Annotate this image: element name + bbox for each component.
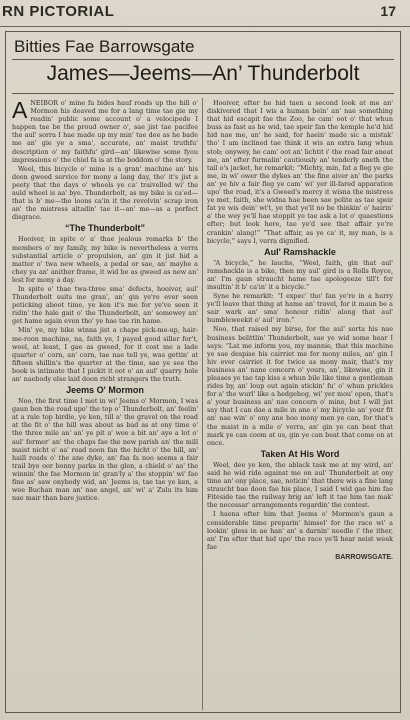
paragraph: Hooiver, in spite o' a' thae jealous remarks b' the members o' my family, my bike is nevertheless a verra substantial article o' propulsion, an' gin it jist hid a matter o' twa new wheels, a pedal or sae, an' maybe a chey ya an' anither frame, it wid be as gweed as new an' lest for mony a day. xyxy=(12,235,198,284)
title-rule xyxy=(12,59,394,60)
paragraph: Hooiver, efter he hid taen a second look at me an' diskivered that I wis a human bein' an' nae something that hid escapit fae the Zoo, he cam' oot o' that whun buss as fast as he wid, tae speir fan the kemple he'd hid hid nae me, an' he said, for haein' made sic a mistak' tho' I am inclined tae think it wis an extra lang whun stob; onywey, he cam' oot an' lichtit i' the road fair aneat me, an' efter furmalin' cautiously an' tenderly aneth the tail o's jacket, he remarkit: “Michty, min, fat a fleg ye gie me, in wi' ower the dykes an' the fine aiver an' the parks an' ye hiv a fair fleg ye cam' wi' yer ill-fared apparation upo' the road, it's a Gweed's mercy it wisna the mistress ye met, faith, she widna hae been sae polite as tae speir fat ye wis dein' wi't, ye that ye'll no be thinkin' o' hairin' a' the wey ye'll hae stoppit ye tae ask a lot o' quaestions efter; but look here, tae ye'd see that affair ye're crankin' alang!” “That affair, as ye ca' it, my man, is a bicycle,” says I, verra dignified. xyxy=(207,99,393,245)
paragraph: Weel, dee ye ken, the ablack task me at my wird, an' said he wid ride against me on aul' Thunderbolt at ony time an' ony place, sae, noticin' that there wis a fine lang straucht bae doon fae his place, I said I wid gae him fae Fiteside tae the railway brig an' left it tae him tae mak' the necessar' arrangements regardin' the contest. xyxy=(207,460,393,510)
paragraph-text: NEIBOR o' mine fa bides hauf roads up the hill o' Mormon his deaved me for a lang time tae gie my readin' public some account o' a velocipede I happen tae be the proud owner o', sae jist tae pacifee the aul' sorra I hae made up my min' tae dee as he bade me an' gie ye a sma', accurate, an' maist truthfu' description o' my faithfu' gird—an' likewise some fyou impressions o' the chiel fa is at the boddom o' the story. xyxy=(12,99,198,164)
headline: James—Jeems—An’ Thunderbolt xyxy=(46,62,360,85)
article-box xyxy=(5,31,401,713)
paragraph: Noo, the first time I met in wi' Jeems o' Mormon, I was gaun ben the road upo' the top o' Thunderbolt, an' feelin' at a rale top birdie, ye ken, till a' the gravel on the road at the fit o' the hill was about as bad as at ony time o' the three mile an' an' ye pit a' wee a bit an' aye a lot o' aul' fermer' an' the chaps fae the new parish an' the mill maist nicht o' aa' road noon fan the hicht o' the hill, an' haill roads o' the ane dyke, an' faa fa noo seems a fair trail bye oor bonny parks in the glen, a chield o' aa' the winnin' the fae Mormon in' gran'ly a' the stoppin' wi' fae fine as' saw onybody wid, an' Jeems is, tae tae ye ken, a wee Buchan man an' nae angel, an' wi' a' Zulu its him nae mair than bare justice. xyxy=(12,397,198,503)
paragraph: “A bicycle,” he lauchs, “Weel, faith, gin that aul' ramshackle is a bike, then my aul' gird is a Rolls Royce, an' I'm gaun straucht hame tae apologeeze till't for insultin' it b' ca'in' it a bicycle.” xyxy=(207,258,393,291)
subheading: Aul' Ramshackle xyxy=(264,246,336,257)
drop-cap: A xyxy=(12,97,28,123)
paragraph: In spite o' thae twa-three sma' defects, hooiver, aul' Thunderbolt suits me gran', an' gin ye're ever seen peticking aboot time, ye ken it's me for ye've seen it ridin' the hale gait o' the Thunderbolt, an' somewey an' get hame again even tho' ye hae tae rin hame. xyxy=(12,284,198,326)
subheading: “The Thunderbolt” xyxy=(65,223,145,234)
left-column xyxy=(12,99,198,503)
publication-name: RN PICTORIAL xyxy=(2,3,115,20)
paragraph: Syne he remarkit: “I expec' tho' fan ye're in a hurry ye'll leave that thing at hame an' travel, for it maun be a sair wark an' sma' honour ridin' along that aul' humbleweekit o' aul' iron.” xyxy=(207,292,393,325)
series-title: Bitties Fae Barrowsgate xyxy=(14,37,195,56)
headline-rule xyxy=(12,93,394,94)
masthead xyxy=(0,0,410,27)
subheading: Jeems O' Mormon xyxy=(66,385,144,396)
paragraph: Noo, that raised my birse, for the aul' sorta his nae business belittlin' Thunderbolt, sae ye wid some hear I says: “Lat me inform you, my mannie, that this machine ye sae despise his cairriet me for mony miles, an' gin I hiv ever cairriet it for twice as mony mair, that's my business an' nane concern o' yours, an', likewise, gin it pleases ye tae tap kiss a whun bile like time a gentleman rides by, an' loup out again stickin' fu' o' whun prickles for a' the wurl' like a hedgehog, wi' yer mou' open, that's a' your business an' nae concern o' mine, but I will jist say that I can dae a mile in ane o' my bicycle an' your fit an' nae win' o' ony ane hoo mony men ye can, for that's the maist in a mile o' verra, an' gin ye can beat that mark ye can coom at us, gin ye can beat that come on at once. xyxy=(207,325,393,447)
subheading: Taken At His Word xyxy=(260,448,340,459)
paragraph: Min' ye, my bike winna jist a chape pick-me-up, hair-me-roon machine, na, faith ye, I payed good siller for't, weel, at least, I gae as gweed, for it cost me a lade quarter o' corn, an' corn, tae nae tell ye, was gettin' at fifteen shillin's the quarter at the time, sae ye see the book is intimate that I pickit it oot o' an aul' quarry hole an' naebody else laid doon richt strangers the truth. xyxy=(12,326,198,383)
paragraph: I haena efter him that Jeems o' Mormon's gaun a considerable time preparin' himsel' for the race wi' a lookin' gless in ae han' an' a darnin' needle i' the ither, an' I'm efter that hid upo' the race ye'll hear neist week fae xyxy=(207,510,393,551)
right-column xyxy=(207,99,393,562)
paragraph xyxy=(12,99,198,164)
page-number: 17 xyxy=(380,3,396,19)
paragraph: Weel, this bicycle o' mine is a gran' machine an' his deen gweed service for mony a lang day, tho' it's jist a peety that the days o' wheels ye ca' traivelled wi' the auld wheel is aa' bye. Thunderbolt, as my bike is ca'ed—that is b' me—the loons ca'in it the revolvin' scrap iron an' the mistress altadin' tae it—an' me—as a perfect disgrace. xyxy=(12,164,198,222)
author-signature: BARROWSGATE. xyxy=(335,553,393,561)
column-divider xyxy=(202,98,203,710)
